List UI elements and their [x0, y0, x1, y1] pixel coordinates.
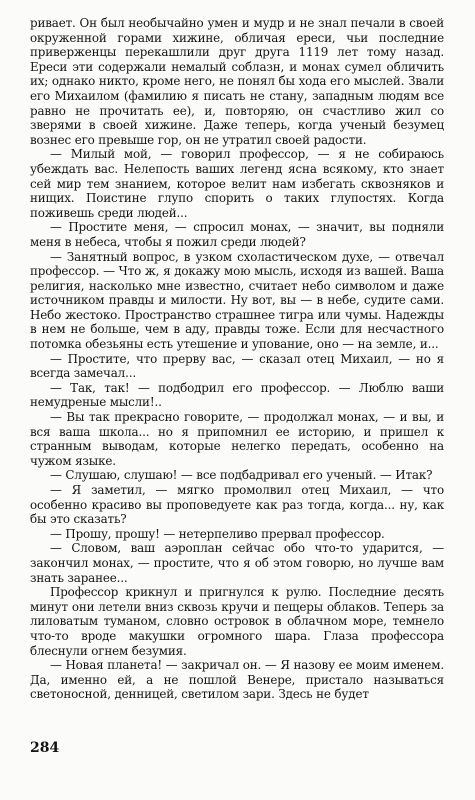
body-text — [30, 16, 444, 702]
paragraph-7: — Вы так прекрасно говорите, — продолжал монах, — и вы, и вся ваша школа... но я припомнил ее историю, и пришел к странным выводам, которые нелегко передать, особенно на чужом языке. — [30, 410, 444, 468]
page-number: 284 — [30, 740, 60, 756]
paragraph-6: — Так, так! — подбодрил его профессор. — Люблю ваши немудреные мысли!.. — [30, 380, 444, 410]
paragraph-3: — Простите меня, — спросил монах, — значит, вы подняли меня в небеса, чтобы я пожил среди людей? — [30, 220, 444, 249]
paragraph-10: — Прошу, прошу! — нетерпеливо прервал профессор. — [50, 526, 385, 541]
paragraph-11: — Словом, ваш аэроплан сейчас обо что-то ударится, — закончил монах, — простите, что я об этом говорю, но лучше вам знать заранее... — [30, 541, 444, 585]
paragraph-8: — Слушаю, слушаю! — все подбадривал его ученый. — Итак? — [50, 468, 433, 483]
paragraph-9: — Я заметил, — мягко промолвил отец Михаил, — что особенно красиво вы проповедуете как раз тогда, когда... ну, как бы это сказать? — [30, 483, 444, 527]
paragraph-12: Профессор крикнул и пригнулся к рулю. Последние десять минут они летели вниз сквозь кручи и пещеры облаков. Теперь за лиловатым туманом, словно островок в облачном море, темнело что-то вроде макушки огромного шара. Глаза профессора блеснули огнем безумия. — [30, 585, 444, 658]
paragraph-4: — Занятный вопрос, в узком схоластическом духе, — отвечал профессор. — Что ж, я докажу мою мысль, исходя из вашей. Ваша религия, насколько мне известно, считает небо символом и даже источником правды и милости. Ну вот, вы — в небе, судите сами. Небо жестоко. Пространство страшнее тигра или чумы. Надежды в нем не больше, чем в аду, правды тоже. Если для несчастного потомка обезьяны есть утешение и упование, оно — на земле, и... — [30, 249, 444, 352]
paragraph-2: — Милый мой, — говорил профессор, — я не собираюсь убеждать вас. Нелепость ваших легенд ясна всякому, кто знает сей мир тем знанием, которое велит нам избегать сквозняков и нищих. Поистине глупо спорить о таких глупостях. Когда поживешь среди людей... — [30, 147, 444, 220]
paragraph-1: ривает. Он был необычайно умен и мудр и не знал печали в своей окруженной горами хижине, обличая ереси, чьи последние приверженцы перекашлили друг друга 1119 лет тому назад. Ереси эти содержали немалый соблазн, и монах сумел обличить их; однако никто, кроме него, не понял бы хода его мыслей. Звали его Михаилом (фамилию я писать не стану, западным людям все равно не прочитать ее), и, повторяю, он счастливо жил со зверями в своей хижине. Даже теперь, когда ученый безумец вознес его превыше гор, он не утратил своей радости. — [30, 16, 444, 147]
paragraph-5: — Простите, что прерву вас, — сказал отец Михаил, — но я всегда замечал... — [30, 351, 444, 381]
paragraph-13: — Новая планета! — закричал он. — Я назову ее моим именем. Да, именно ей, а не пошлой Венере, пристало называться светоносной, денницей, светилом зари. Здесь не будет — [30, 658, 444, 702]
